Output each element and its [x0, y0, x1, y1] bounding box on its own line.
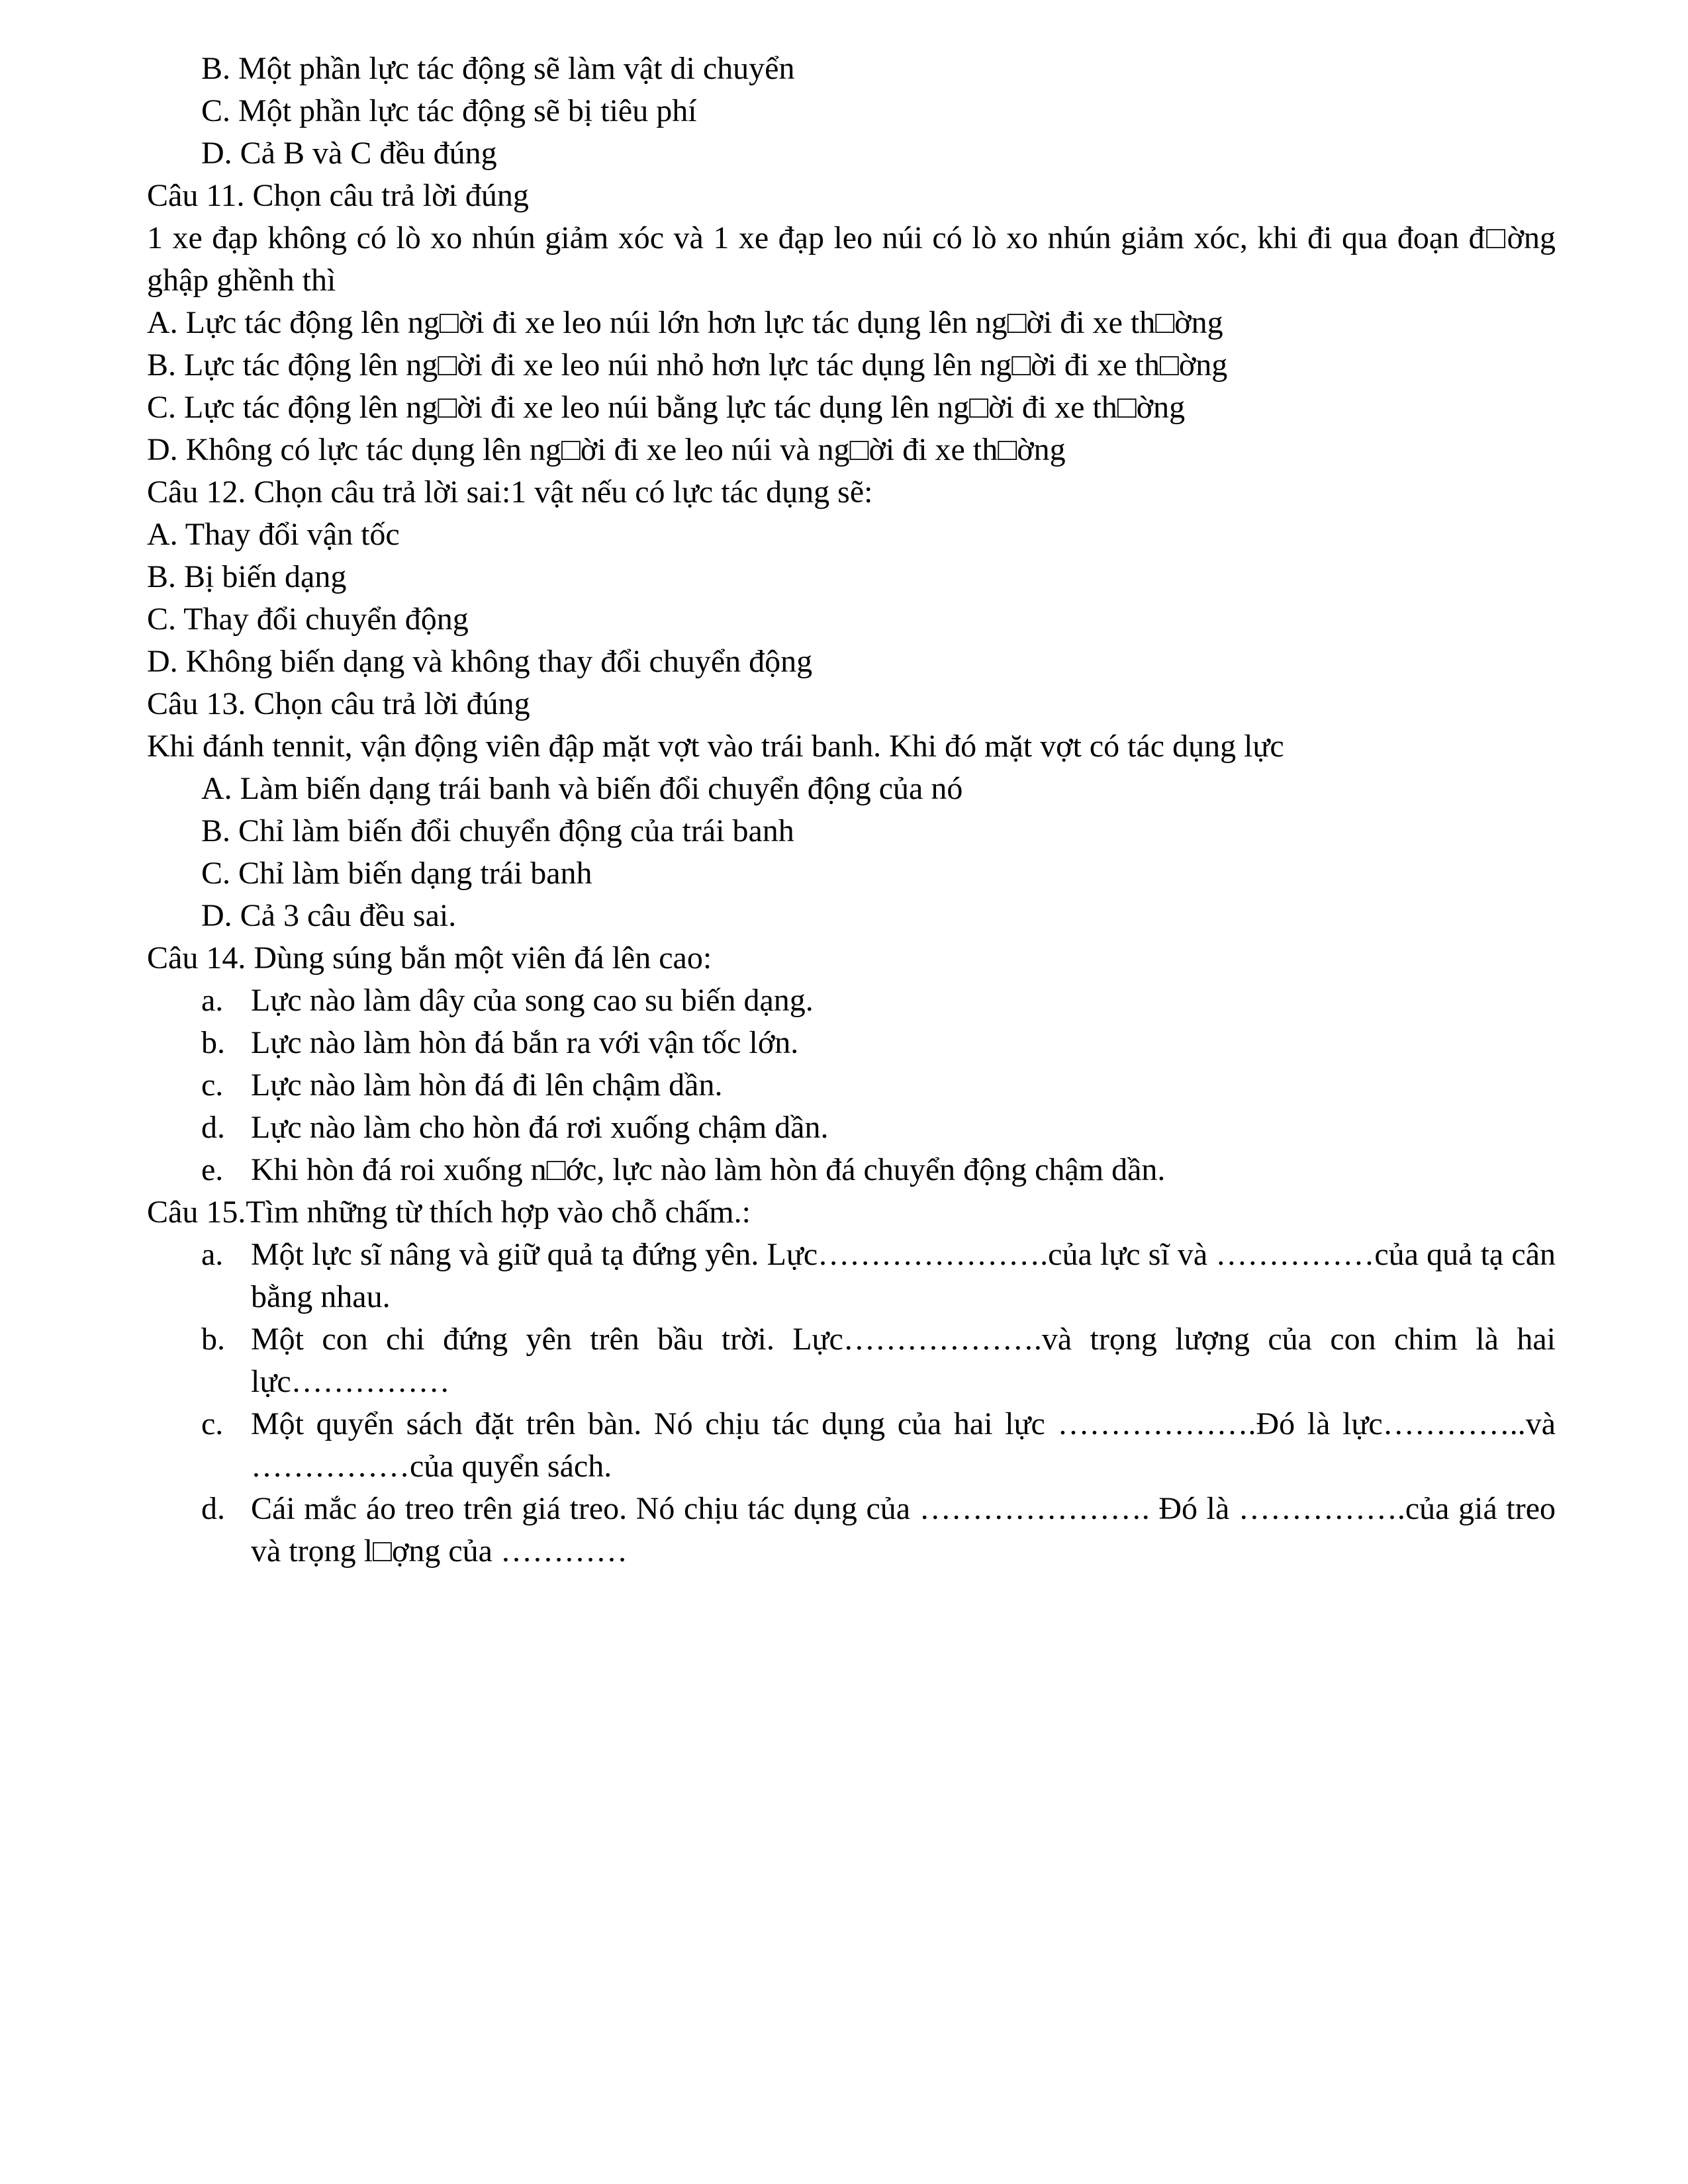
q14-item-d — [147, 1107, 1556, 1149]
worksheet-page — [147, 48, 1556, 1572]
q15-item-text: Cái mắc áo treo trên giá treo. Nó chịu tác dụng của …………………. Đó là …………….của giá treo và trọng l□ợng của ………… — [251, 1491, 1556, 1569]
q12-option-c: C. Thay đổi chuyển động — [147, 602, 469, 637]
q12-option-a: A. Thay đổi vận tốc — [147, 517, 400, 552]
q13-option-b: B. Chỉ làm biến đổi chuyển động của trái banh — [201, 813, 794, 848]
q14-item-text: Khi hòn đá roi xuống n□ớc, lực nào làm hòn đá chuyển động chậm dần. — [251, 1152, 1166, 1187]
q10-option-d: D. Cả B và C đều đúng — [201, 136, 497, 171]
q15-item-label: b. — [201, 1322, 225, 1357]
q15-item-label: c. — [201, 1406, 224, 1441]
q13-title: Câu 13. Chọn câu trả lời đúng — [147, 686, 530, 721]
q14-item-text: Lực nào làm hòn đá đi lên chậm dần. — [251, 1068, 723, 1103]
q10-option-c: C. Một phần lực tác động sẽ bị tiêu phí — [201, 93, 697, 128]
q14-item-c — [147, 1064, 1556, 1107]
q14-item-label: b. — [201, 1025, 225, 1060]
q14-item-b — [147, 1022, 1556, 1064]
q14-title: Câu 14. Dùng súng bắn một viên đá lên cao: — [147, 940, 712, 976]
q14-item-e — [147, 1149, 1556, 1191]
q11-title: Câu 11. Chọn câu trả lời đúng — [147, 178, 529, 213]
q15-item-c — [147, 1403, 1556, 1488]
q14-item-text: Lực nào làm hòn đá bắn ra với vận tốc lớn. — [251, 1025, 799, 1060]
q15-item-label: a. — [201, 1237, 224, 1272]
q11-option-d: D. Không có lực tác dụng lên ng□ời đi xe leo núi và ng□ời đi xe th□ờng — [147, 432, 1066, 467]
q14-item-label: c. — [201, 1068, 224, 1103]
q11-option-b: B. Lực tác động lên ng□ời đi xe leo núi nhỏ hơn lực tác dụng lên ng□ời đi xe th□ờng — [147, 347, 1228, 383]
q10-option-b: B. Một phần lực tác động sẽ làm vật di chuyển — [201, 51, 795, 86]
q13-stem: Khi đánh tennit, vận động viên đập mặt vợt vào trái banh. Khi đó mặt vợt có tác dụng lực — [147, 729, 1284, 764]
q15-item-b — [147, 1318, 1556, 1403]
q14-item-label: d. — [201, 1110, 225, 1145]
q11-stem: 1 xe đạp không có lò xo nhún giảm xóc và 1 xe đạp leo núi có lò xo nhún giảm xóc, khi đi qua đoạn đ□ờng ghập ghềnh thì — [147, 220, 1556, 298]
q14-item-text: Lực nào làm dây của song cao su biến dạng. — [251, 983, 814, 1018]
q11-option-c: C. Lực tác động lên ng□ời đi xe leo núi bằng lực tác dụng lên ng□ời đi xe th□ờng — [147, 390, 1186, 425]
q15-item-a — [147, 1234, 1556, 1318]
q15-item-text: Một con chi đứng yên trên bầu trời. Lực……………….và trọng lượng của con chim là hai lực…………… — [251, 1322, 1556, 1399]
q15-item-d — [147, 1488, 1556, 1572]
q15-item-label: d. — [201, 1491, 225, 1526]
q12-option-d: D. Không biến dạng và không thay đổi chuyển động — [147, 644, 813, 679]
q13-option-d: D. Cả 3 câu đều sai. — [201, 898, 457, 933]
q13-option-a: A. Làm biến dạng trái banh và biến đổi chuyển động của nó — [201, 771, 963, 806]
q12-option-b: B. Bị biến dạng — [147, 559, 347, 594]
q15-item-text: Một lực sĩ nâng và giữ quả tạ đứng yên. Lực………………….của lực sĩ và ……………của quả tạ cân bằng nhau. — [251, 1237, 1556, 1314]
q13-option-c: C. Chỉ làm biến dạng trái banh — [201, 856, 592, 891]
q15-item-text: Một quyển sách đặt trên bàn. Nó chịu tác dụng của hai lực ……………….Đó là lực…………..và ……………của quyển sách. — [251, 1406, 1556, 1484]
q14-item-label: a. — [201, 983, 224, 1018]
q11-option-a: A. Lực tác động lên ng□ời đi xe leo núi lớn hơn lực tác dụng lên ng□ời đi xe th□ờng — [147, 305, 1223, 340]
q15-title: Câu 15.Tìm những từ thích hợp vào chỗ chấm.: — [147, 1195, 751, 1230]
q14-item-label: e. — [201, 1152, 224, 1187]
q14-item-text: Lực nào làm cho hòn đá rơi xuống chậm dần. — [251, 1110, 829, 1145]
q14-item-a — [147, 979, 1556, 1022]
q12-title: Câu 12. Chọn câu trả lời sai:1 vật nếu có lực tác dụng sẽ: — [147, 475, 873, 510]
